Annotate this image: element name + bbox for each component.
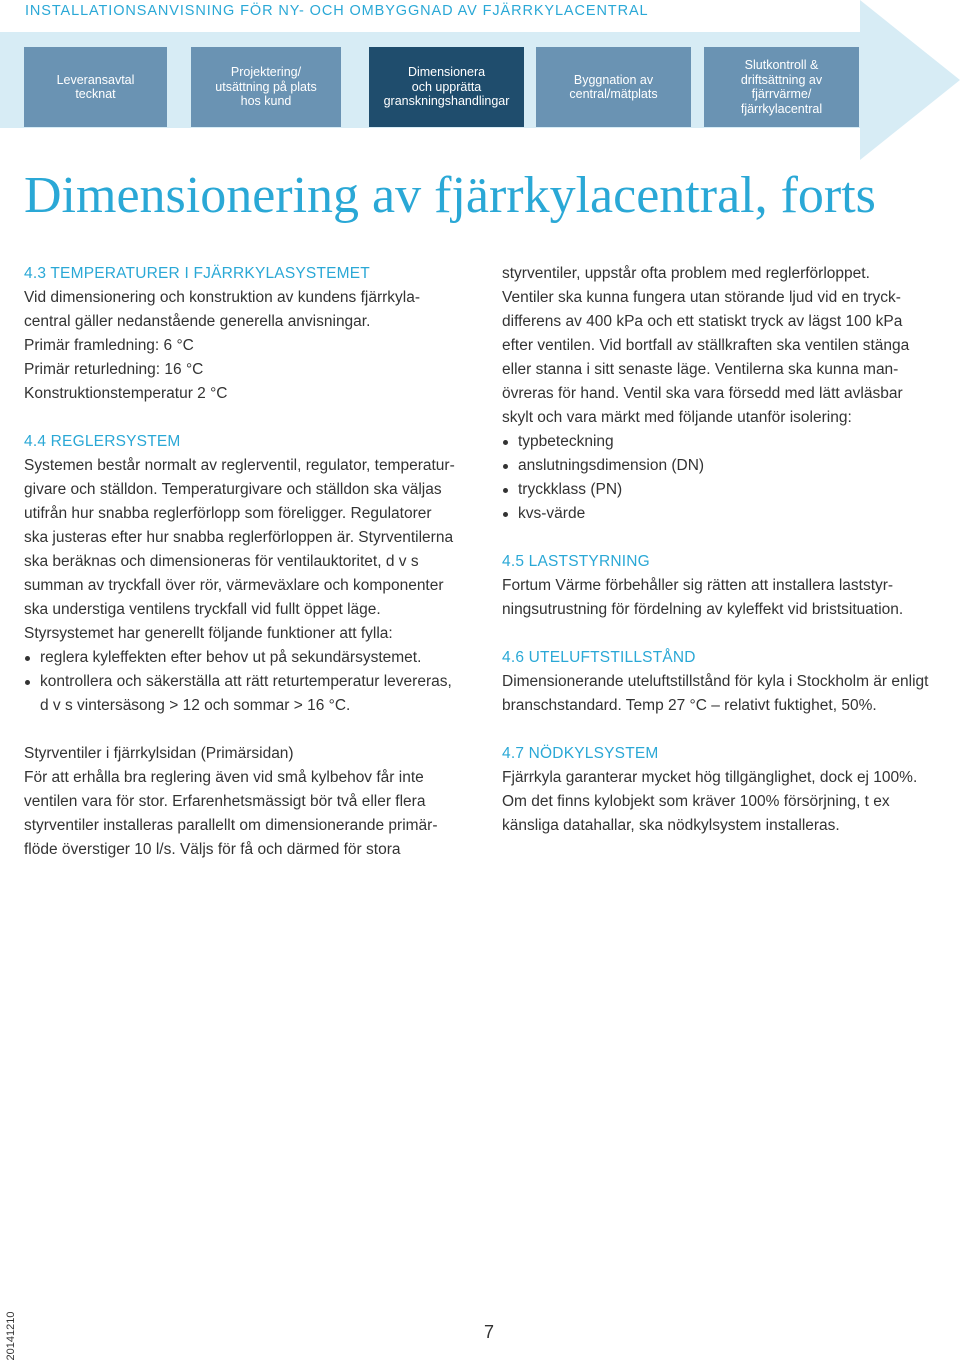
process-step-4: Byggnation av central/mätplats [536,47,691,127]
left-column [24,262,484,862]
right-column [502,262,960,838]
list-item: typbeteckning [502,430,960,454]
text-line: central gäller nedanstående generella anvisningar. [24,313,371,330]
section-4-6-heading: 4.6 UTELUFTSTILLSTÅND [502,649,696,666]
page-number: 7 [484,1322,495,1342]
text-line: Systemen består normalt av reglerventil, regulator, temperatur- [24,457,455,474]
text-line: styrventiler installeras parallellt om dimensionerande primär- [24,817,438,834]
text-line: Styrsystemet har generellt följande funktioner att fylla: [24,625,393,642]
text-line: givare och ställdon. Temperaturgivare och ställdon ska väljas [24,481,442,498]
text-line: efter ventilen. Vid bortfall av ställkraften ska ventilen stänga [502,337,910,354]
function-list [24,646,484,718]
text-line: eller stanna i sitt senaste läge. Ventilerna ska kunna man- [502,361,899,378]
list-item: reglera kyleffekten efter behov ut på sekundärsystemet. [24,646,484,670]
text-line: summan av tryckfall över rör, värmeväxlare och komponenter [24,577,444,594]
section-4-7-heading: 4.7 NÖDKYLSYSTEM [502,745,659,762]
text-line: Fortum Värme förbehåller sig rätten att installera laststyr- [502,577,894,594]
section-4-5-heading: 4.5 LASTSTYRNING [502,553,650,570]
text-line: Fjärrkyla garanterar mycket hög tillgänglighet, dock ej 100%. [502,769,918,786]
text-line: differens av 400 kPa och ett statiskt tryck av lägst 100 kPa [502,313,903,330]
list-item: kontrollera och säkerställa att rätt returtemperatur levereras, d v s vintersäsong > 12 och sommar > 16 °C. [24,670,484,718]
text-line: skylt och vara märkt med följande utanför isolering: [502,409,852,426]
process-step-2: Projektering/ utsättning på plats hos kund [191,47,341,127]
process-step-3: Dimensionera och upprätta granskningshandlingar [369,47,524,127]
text-line: Om det finns kylobjekt som kräver 100% försörjning, t ex [502,793,890,810]
text-line: ska understiga ventilens tryckfall vid fullt öppet läge. [24,601,381,618]
text-line: Vid dimensionering och konstruktion av kundens fjärrkyla- [24,289,421,306]
page-title: Dimensionering av fjärrkylacentral, forts [24,167,876,224]
process-step-1: Leveransavtal tecknat [24,47,167,127]
text-line: Primär framledning: 6 °C [24,337,194,354]
text-line: utifrån hur snabba reglerförlopp som föreligger. Regulatorer [24,505,432,522]
document-header: INSTALLATIONSANVISNING FÖR NY- OCH OMBYGGNAD AV FJÄRRKYLACENTRAL [25,3,649,19]
text-line: ventilen vara för stor. Erfarenhetsmässigt bör två eller flera [24,793,426,810]
text-line: styrventiler, uppstår ofta problem med reglerförloppet. [502,265,870,282]
process-arrow [0,0,960,160]
text-line: Ventiler ska kunna fungera utan störande ljud vid en tryck- [502,289,901,306]
text-line: branschstandard. Temp 27 °C – relativt fuktighet, 50%. [502,697,877,714]
marking-list [502,430,960,526]
document-code: 20141210 [5,1311,17,1361]
process-step-5: Slutkontroll & driftsättning av fjärrvärme/ fjärrkylacentral [704,47,859,127]
text-line: För att erhålla bra reglering även vid små kylbehov får inte [24,769,424,786]
section-4-3-heading: 4.3 TEMPERATURER I FJÄRRKYLASYSTEMET [24,265,370,282]
text-line: ningsutrustning för fördelning av kyleffekt vid bristsituation. [502,601,904,618]
text-line: ska justeras efter hur snabba reglerförloppen är. Styrventilerna [24,529,454,546]
text-line: Dimensionerande uteluftstillstånd för kyla i Stockholm är enligt [502,673,929,690]
section-4-4-heading: 4.4 REGLERSYSTEM [24,433,181,450]
control-valves-heading: Styrventiler i fjärrkylsidan (Primärsidan) [24,745,294,762]
text-line: övreras för hand. Ventil ska vara försedd med lätt avläsbar [502,385,903,402]
text-line: känsliga datahallar, ska nödkylsystem installeras. [502,817,840,834]
text-line: Primär returledning: 16 °C [24,361,204,378]
list-item: kvs-värde [502,502,960,526]
text-line: ska beräknas och dimensioneras för ventilauktoritet, d v s [24,553,419,570]
list-item: anslutningsdimension (DN) [502,454,960,478]
text-line: Konstruktionstemperatur 2 °C [24,385,228,402]
list-item: tryckklass (PN) [502,478,960,502]
text-line: flöde överstiger 10 l/s. Väljs för få och därmed för stora [24,841,401,858]
